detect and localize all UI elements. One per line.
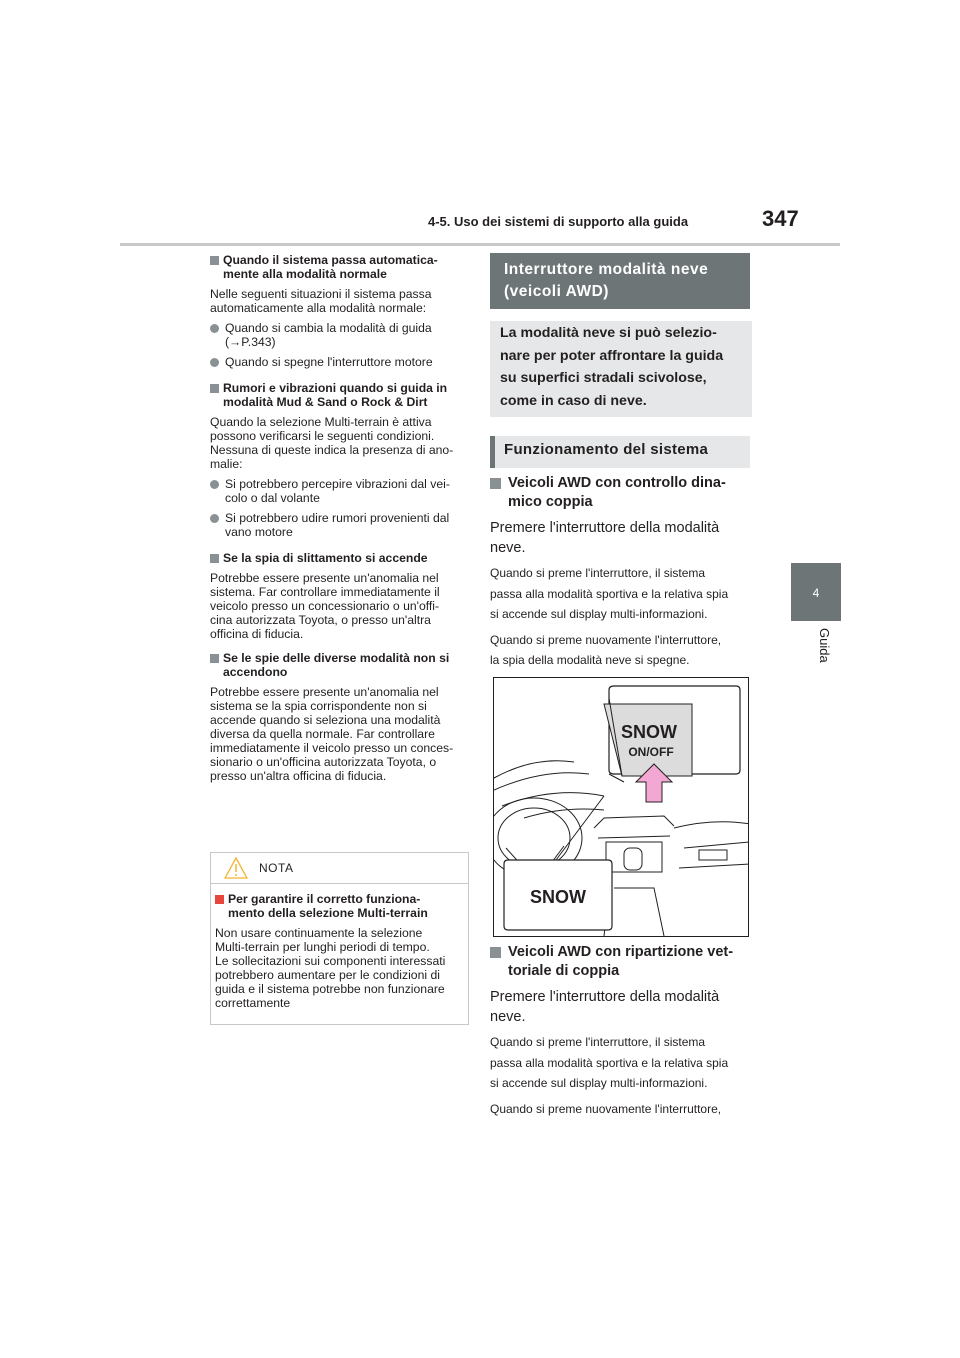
paragraph: Potrebbe essere presente un'anomalia nel sistema. Far controllare immediatamente il veicolo presso un concessionario o un'offi- cina autorizzata Toyota, o presso un'altra officina di fiducia. bbox=[210, 571, 440, 641]
heading-awd-dynamic: Veicoli AWD con controllo dina- mico coppia bbox=[490, 474, 752, 512]
list-item: Quando si cambia la modalità di guida (→P.343) bbox=[210, 321, 470, 349]
paragraph: Quando la selezione Multi-terrain è attiva possono verificarsi le seguenti condizioni. Nessuna di queste indica la presenza di ano- malie: bbox=[210, 415, 454, 471]
paragraph: Quando si preme nuovamente l'interruttore, bbox=[490, 1101, 722, 1116]
heading-slip-indicator: Se la spia di slittamento si accende bbox=[210, 551, 470, 565]
snow-switch-onoff-label: ON/OFF bbox=[628, 745, 674, 759]
subsection-title: Funzionamento del sistema bbox=[490, 436, 750, 468]
nota-body bbox=[211, 884, 468, 1010]
heading-noise-vibration: Rumori e vibrazioni quando si guida in modalità Mud & Sand o Rock & Dirt bbox=[210, 381, 470, 409]
paragraph: Nelle seguenti situazioni il sistema passa automaticamente alla modalità normale: bbox=[210, 287, 432, 315]
page-number: 347 bbox=[762, 206, 799, 231]
nota-header bbox=[211, 853, 468, 884]
round-bullet-icon bbox=[210, 358, 219, 367]
chapter-label-text: Guida bbox=[817, 628, 832, 663]
instruction-text: Premere l'interruttore della modalità neve. bbox=[490, 520, 720, 556]
square-bullet-icon bbox=[210, 554, 219, 563]
nota-label: NOTA bbox=[259, 861, 294, 875]
snow-switch-illustration bbox=[493, 677, 749, 937]
left-column bbox=[210, 253, 470, 789]
paragraph: Quando si preme nuovamente l'interruttore, la spia della modalità neve si spegne. bbox=[490, 632, 722, 667]
intro-box: La modalità neve si può selezio- nare per poter affrontare la guida su superfici stradali scivolose, come in caso di neve. bbox=[490, 321, 752, 417]
warning-triangle-icon bbox=[224, 857, 248, 879]
paragraph: Quando si preme l'interruttore, il sistema passa alla modalità sportiva e la relativa spia si accende sul display multi-informazioni. bbox=[490, 566, 729, 621]
heading-mode-indicators: Se le spie delle diverse modalità non si accendono bbox=[210, 651, 470, 679]
square-bullet-icon bbox=[490, 947, 501, 958]
square-bullet-icon bbox=[490, 478, 501, 489]
list-item: Quando si spegne l'interruttore motore bbox=[210, 355, 470, 369]
section-header-title: 4-5. Uso dei sistemi di supporto alla guida bbox=[428, 214, 689, 229]
heading-auto-normal: Quando il sistema passa automatica- mente alla modalità normale bbox=[210, 253, 470, 281]
nota-box bbox=[210, 852, 469, 1025]
list-item: Si potrebbero percepire vibrazioni dal vei- colo o dal volante bbox=[210, 477, 470, 505]
awd-vectoring-torque-block bbox=[490, 943, 752, 1119]
chapter-label bbox=[791, 628, 841, 688]
awd-dynamic-torque-block bbox=[490, 474, 752, 671]
snow-indicator-label: SNOW bbox=[530, 887, 586, 907]
round-bullet-icon bbox=[210, 480, 219, 489]
nota-text: Non usare continuamente la selezione Multi-terrain per lunghi periodi di tempo. Le sollecitazioni sui componenti interessati potrebbero aumentare per le condizioni di guida e il sistema potrebbe non funzionare correttamente bbox=[215, 926, 446, 1010]
square-bullet-icon bbox=[210, 384, 219, 393]
chapter-number: 4 bbox=[812, 586, 820, 600]
round-bullet-icon bbox=[210, 324, 219, 333]
nota-heading: Per garantire il corretto funziona- mento della selezione Multi-terrain bbox=[215, 892, 464, 920]
chapter-tab bbox=[791, 563, 841, 621]
square-bullet-icon bbox=[210, 256, 219, 265]
header-divider bbox=[120, 243, 840, 246]
square-bullet-icon bbox=[215, 895, 224, 904]
instruction-text: Premere l'interruttore della modalità neve. bbox=[490, 989, 720, 1025]
round-bullet-icon bbox=[210, 514, 219, 523]
section-title-snow-mode: Interruttore modalità neve (veicoli AWD) bbox=[490, 253, 750, 309]
list-item: Si potrebbero udire rumori provenienti dal vano motore bbox=[210, 511, 470, 539]
snow-switch-label: SNOW bbox=[621, 722, 677, 742]
heading-awd-vectoring: Veicoli AWD con ripartizione vet- toriale di coppia bbox=[490, 943, 752, 981]
square-bullet-icon bbox=[210, 654, 219, 663]
paragraph: Quando si preme l'interruttore, il sistema passa alla modalità sportiva e la relativa spia si accende sul display multi-informazioni. bbox=[490, 1035, 729, 1090]
paragraph: Potrebbe essere presente un'anomalia nel sistema se la spia corrispondente non si accende quando si seleziona una modalità diversa da quella normale. Far controllare immediatamente il veicolo presso un conces- sionario o un'officina autorizzata Toyota, o presso un'altra officina di fiducia. bbox=[210, 685, 454, 783]
